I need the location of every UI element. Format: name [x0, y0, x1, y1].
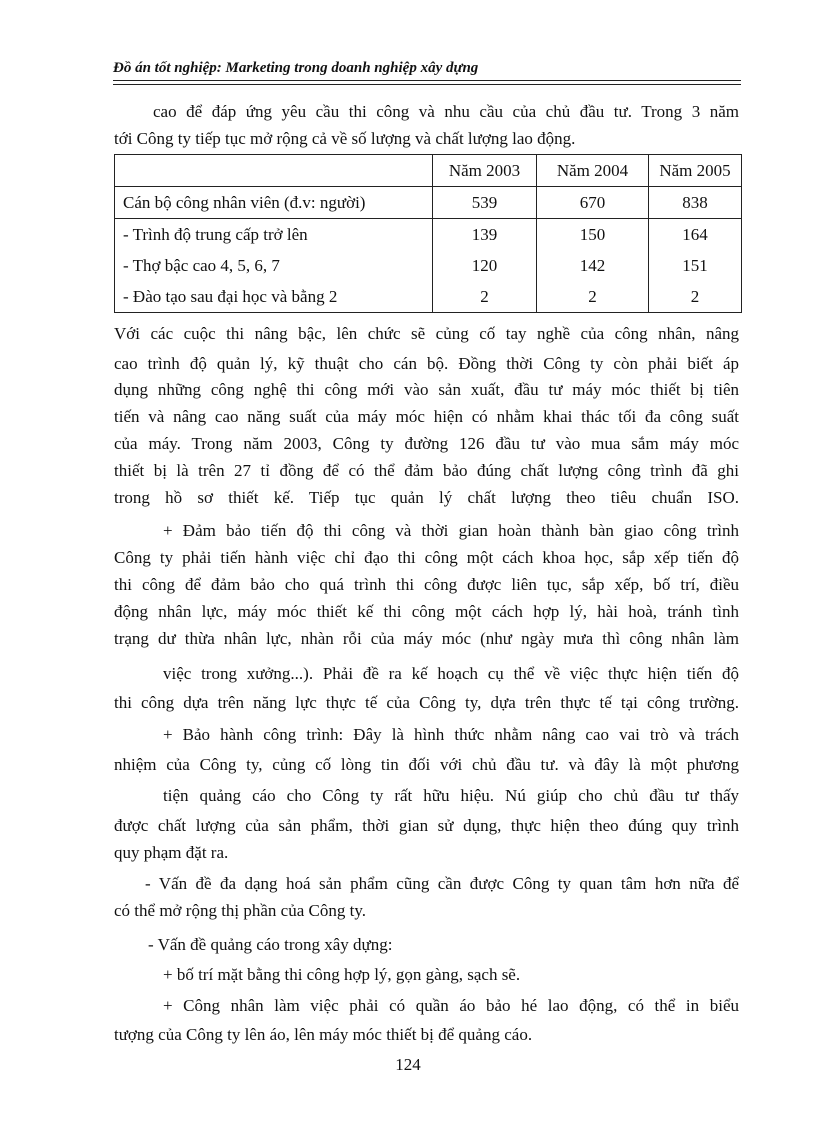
- table-cell: 142: [537, 250, 649, 281]
- body-line: thi công dựa trên năng lực thực tế của Công ty, dựa trên thực tế tại công trường.: [114, 693, 739, 712]
- body-line: - Vấn đề đa dạng hoá sản phẩm cũng cần được Công ty quan tâm hơn nữa để: [145, 874, 739, 893]
- body-line: trạng dư thừa nhân lực, nhàn rỗi của máy móc (như ngày mưa thì công nhân làm: [114, 629, 739, 648]
- table-cell: 150: [537, 219, 649, 251]
- table-cell: 539: [433, 187, 537, 219]
- page-number: 124: [395, 1055, 421, 1074]
- body-line: việc trong xưởng...). Phải đề ra kế hoạch cụ thể về việc thực hiện tiến độ: [163, 664, 739, 683]
- body-line: cao trình độ quản lý, kỹ thuật cho cán bộ. Đồng thời Công ty còn phải biết áp: [114, 354, 739, 373]
- body-line: Với các cuộc thi nâng bậc, lên chức sẽ củng cố tay nghề của công nhân, nâng: [114, 324, 739, 343]
- table-cell: 2: [649, 281, 742, 313]
- table-cell: 2: [537, 281, 649, 313]
- body-line: + Công nhân làm việc phải có quần áo bảo hé lao động, có thể in biểu: [163, 996, 739, 1015]
- table-cell: 139: [433, 219, 537, 251]
- body-line: dụng những công nghệ thi công mới vào sản xuất, đầu tư máy móc thiết bị tiên: [114, 380, 739, 399]
- table-cell: 164: [649, 219, 742, 251]
- table-cell: - Trình độ trung cấp trở lên: [115, 219, 433, 251]
- table-row: [115, 281, 742, 313]
- body-line: được chất lượng của sản phẩm, thời gian sử dụng, thực hiện theo đúng quy trình: [114, 816, 739, 835]
- intro-line: cao để đáp ứng yêu cầu thi công và nhu cầu của chủ đầu tư. Trong 3 năm: [153, 102, 739, 121]
- table-cell: 120: [433, 250, 537, 281]
- table-cell: 2: [433, 281, 537, 313]
- body-line: động nhân lực, máy móc thiết kế thi công một cách hợp lý, hài hoà, tránh tình: [114, 602, 739, 621]
- table-row: [115, 250, 742, 281]
- body-line: tượng của Công ty lên áo, lên máy móc thiết bị để quảng cáo.: [114, 1025, 533, 1044]
- table-header-cell: Năm 2005: [649, 155, 742, 187]
- table-cell: - Đào tạo sau đại học và bằng 2: [115, 281, 433, 313]
- table-cell: 838: [649, 187, 742, 219]
- running-header: Đồ án tốt nghiệp: Marketing trong doanh nghiệp xây dựng: [113, 60, 479, 76]
- body-line: trong hồ sơ thiết kế. Tiếp tục quản lý chất lượng theo tiêu chuẩn ISO.: [114, 488, 739, 507]
- table-header-cell: Năm 2004: [537, 155, 649, 187]
- body-line: nhiệm của Công ty, củng cố lòng tin đối với chủ đầu tư. và đây là một phương: [114, 755, 739, 774]
- body-line: tiện quảng cáo cho Công ty rất hữu hiệu. Nú giúp cho chủ đầu tư thấy: [163, 786, 739, 805]
- table-row: [115, 219, 742, 251]
- table-cell: Cán bộ công nhân viên (đ.v: người): [115, 187, 433, 219]
- body-line: có thể mở rộng thị phần của Công ty.: [114, 901, 366, 920]
- header-rule: [113, 80, 741, 81]
- body-line: quy phạm đặt ra.: [114, 843, 229, 862]
- body-line: tiến và nâng cao năng suất của máy móc hiện có nhằm khai thác tối đa công suất: [114, 407, 739, 426]
- table-header-row: [115, 155, 742, 187]
- body-line: + Bảo hành công trình: Đây là hình thức nhằm nâng cao vai trò và trách: [163, 725, 739, 744]
- body-line: thiết bị là trên 27 tỉ đồng để có thể đảm bảo đúng chất lượng công trình đã ghi: [114, 461, 739, 480]
- body-line: của máy. Trong năm 2003, Công ty đường 126 đầu tư vào mua sắm máy móc: [114, 434, 739, 453]
- intro-line: tới Công ty tiếp tục mở rộng cả về số lượng và chất lượng lao động.: [114, 129, 576, 148]
- body-line: Công ty phải tiến hành việc chỉ đạo thi công một cách khoa học, sắp xếp tiến độ: [114, 548, 739, 567]
- body-line: + Đảm bảo tiến độ thi công và thời gian hoàn thành bàn giao công trình: [163, 521, 739, 540]
- body-line: thi công để đảm bảo cho quá trình thi công được liên tục, sắp xếp, bố trí, điều: [114, 575, 739, 594]
- staff-table: [114, 154, 742, 313]
- table-row: [115, 187, 742, 219]
- table-header-cell: Năm 2003: [433, 155, 537, 187]
- table-cell: 151: [649, 250, 742, 281]
- table-cell: 670: [537, 187, 649, 219]
- body-line: + bố trí mặt bằng thi công hợp lý, gọn gàng, sạch sẽ.: [163, 965, 521, 984]
- body-line: - Vấn đề quảng cáo trong xây dựng:: [148, 935, 393, 954]
- header-rule-thin: [113, 84, 741, 85]
- table-cell: [115, 155, 433, 187]
- table-cell: - Thợ bậc cao 4, 5, 6, 7: [115, 250, 433, 281]
